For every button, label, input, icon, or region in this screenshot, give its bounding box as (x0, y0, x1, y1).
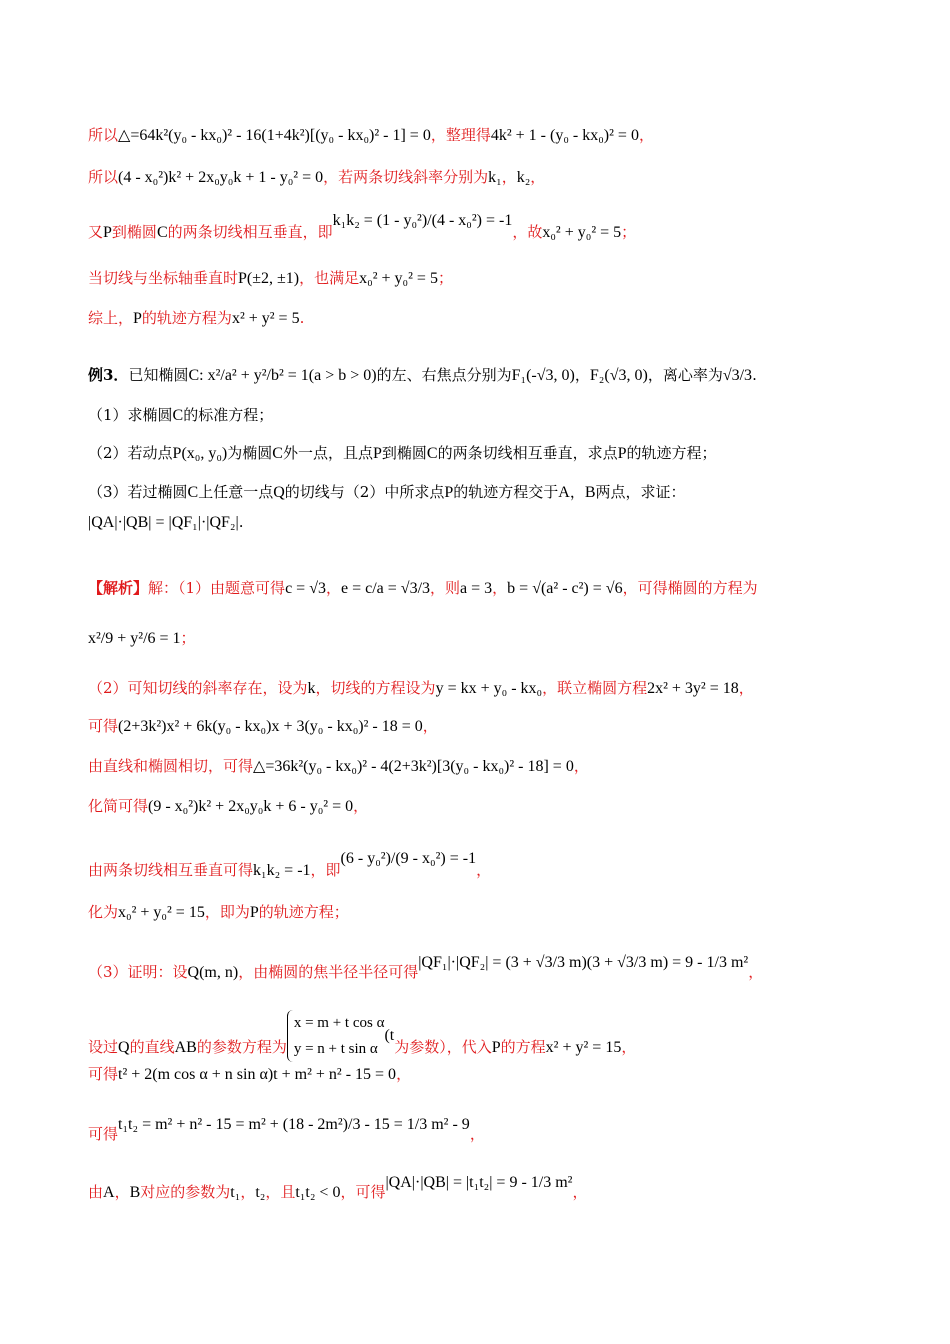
math: |QF₁|·|QF₂| = (3 + √3/3 m)(3 + √3/3 m) = 9 - 1/3 m² (418, 954, 749, 971)
math-eq: x² + y² = 5 (231, 310, 300, 327)
math-eq: (4 - x₀²)k² + 2x₀y₀k + 1 - y₀² = 0 (118, 169, 324, 186)
text: ， (240, 1183, 256, 1201)
text: ， (469, 1125, 485, 1143)
line-3 (88, 212, 637, 243)
math-ecc: √3/3 (722, 367, 753, 384)
text: 的直线 (129, 1038, 175, 1056)
text: 化简可得 (88, 797, 149, 815)
text: 两点，求证： (595, 483, 686, 501)
line-1 (88, 125, 654, 146)
math-c: C (156, 224, 168, 241)
text: ， (422, 717, 438, 735)
text: 可得 (88, 1125, 119, 1143)
text: ，由椭圆的焦半径半径可得 (238, 963, 419, 981)
text: （2）若动点 (88, 444, 173, 462)
text: 已知椭圆 (128, 366, 189, 384)
text: ， (325, 579, 341, 597)
math-q: Q (273, 484, 285, 501)
text: 的参数方程为 (196, 1038, 287, 1056)
text: 的两条切线相互垂直，即 (167, 223, 333, 241)
text: . (752, 366, 757, 384)
math: t₁t₂ < 0 (295, 1184, 341, 1201)
math-eq: 4k² + 1 - (y₀ - kx₀)² = 0 (490, 127, 639, 144)
text: ； (437, 269, 453, 287)
text: ， (573, 757, 589, 775)
math: e = c/a = √3/3 (340, 580, 431, 597)
text: 上任意一点 (198, 483, 274, 501)
line-5 (88, 308, 304, 329)
text: （2）可知切线的斜率存在，设为 (88, 679, 308, 697)
solution-8 (88, 954, 764, 983)
param-x: x = m + t cos α (293, 1015, 385, 1031)
question-2 (88, 443, 717, 464)
math: k (307, 680, 316, 697)
text: （1）求椭圆 (88, 406, 173, 424)
text: 由 (88, 1183, 104, 1201)
text: ， (492, 579, 508, 597)
text: 为参数），代入 (394, 1038, 492, 1056)
text: 到椭圆 (111, 223, 157, 241)
text: 到椭圆 (381, 444, 427, 462)
solution-7 (88, 902, 349, 923)
math: Q (118, 1039, 130, 1056)
text: ， (476, 861, 492, 879)
solution-head: 【解析】 (88, 579, 149, 597)
math: t² + 2(m cos α + n sin α)t + m² + n² - 15 = 0 (118, 1066, 397, 1083)
text: ，也满足 (299, 269, 360, 287)
text: 的轨迹方程； (258, 903, 349, 921)
text: 可得 (88, 1065, 119, 1083)
math: (6 - y₀²)/(9 - x₀²) = -1 (340, 850, 477, 867)
text: ， (638, 126, 654, 144)
math-ellipse: C: x²/a² + y²/b² = 1(a > b > 0) (188, 367, 377, 384)
text: 化为 (88, 903, 119, 921)
text: 综上， (88, 309, 134, 327)
text: 由两条切线相互垂直可得 (88, 861, 254, 879)
text: （3）证明：设 (88, 963, 188, 981)
text: ，则 (430, 579, 461, 597)
math-discriminant: △=64k²(y₀ - kx₀)² - 16(1+4k²)[(y₀ - kx₀)² - 1] = 0 (118, 127, 431, 144)
text: 由直线和椭圆相切，可得 (88, 757, 254, 775)
math: t₁ (230, 1184, 241, 1201)
text: 设过 (88, 1038, 119, 1056)
text: ，可得 (340, 1183, 386, 1201)
text: 的轨迹方程； (626, 444, 717, 462)
math-f1: F₁(-√3, 0) (511, 367, 575, 384)
text: ，即 (310, 861, 341, 879)
text: ； (180, 629, 196, 647)
math-f2: F₂(√3, 0) (589, 367, 648, 384)
param-system (287, 1010, 385, 1062)
text: ，且 (265, 1183, 296, 1201)
text: 的左、右焦点分别为 (376, 366, 512, 384)
text: ， (569, 483, 585, 501)
math-k2: k₂ (516, 169, 531, 186)
text: ； (621, 223, 637, 241)
text: ，联立椭圆方程 (542, 679, 648, 697)
text: ， (748, 963, 764, 981)
math-p: P (103, 224, 112, 241)
math-claim: |QA|·|QB| = |QF₁|·|QF₂| (88, 514, 239, 531)
math: (t (384, 1027, 395, 1044)
text: 的方程 (500, 1038, 546, 1056)
math: (9 - x₀²)k² + 2x₀y₀k + 6 - y₀² = 0 (148, 798, 354, 815)
solution-10 (88, 1064, 411, 1085)
question-1 (88, 405, 273, 426)
math: t₂ (255, 1184, 266, 1201)
text: ， (574, 366, 590, 384)
math-c: C (272, 445, 283, 462)
text: ， (738, 679, 754, 697)
text: 所以 (88, 126, 119, 144)
text: 的轨迹方程为 (141, 309, 232, 327)
text: 当切线与坐标轴垂直时 (88, 269, 239, 287)
solution-2 (88, 678, 754, 699)
math-point: P(±2, ±1) (238, 270, 300, 287)
math: y = kx + y₀ - kx₀ (435, 680, 543, 697)
math: x₀² + y₀² = 15 (118, 904, 205, 921)
text: ， (114, 1183, 130, 1201)
text: ，可得椭圆的方程为 (622, 579, 758, 597)
text: ， (396, 1065, 412, 1083)
math: |QA|·|QB| = |t₁t₂| = 9 - 1/3 m² (385, 1174, 573, 1191)
text: （3）若过椭圆 (88, 483, 188, 501)
math: b = √(a² - c²) = √6 (507, 580, 623, 597)
solution-1 (88, 578, 758, 599)
math-ellipse-eq: x²/9 + y²/6 = 1 (88, 630, 181, 647)
text: 外一点，且点 (282, 444, 373, 462)
text: ，切线的方程设为 (315, 679, 436, 697)
question-3-cont (88, 512, 243, 533)
text: 的切线与（2）中所求点 (284, 483, 445, 501)
text: 对应的参数为 (140, 1183, 231, 1201)
math: P (491, 1039, 501, 1056)
math: a = 3 (460, 580, 493, 597)
math: k₁k₂ = -1 (253, 862, 311, 879)
text: 可得 (88, 717, 119, 735)
text: ， (621, 1038, 637, 1056)
math: B (129, 1184, 141, 1201)
math-p: P(x₀, y₀) (172, 445, 228, 462)
math: P (249, 904, 259, 921)
example-stem (88, 365, 757, 386)
math: AB (174, 1039, 197, 1056)
question-3 (88, 482, 686, 503)
solution-4 (88, 756, 589, 777)
text: ， (353, 797, 369, 815)
math-a: A (558, 484, 570, 501)
line-2 (88, 167, 545, 188)
text: 解：（1）由题意可得 (148, 579, 286, 597)
math: c = √3 (285, 580, 326, 597)
solution-1b (88, 628, 196, 649)
text: ，离心率为 (647, 366, 723, 384)
math-c: C (187, 484, 199, 501)
text: ， (501, 168, 517, 186)
text: 的标准方程； (183, 406, 274, 424)
math-k1: k₁ (488, 169, 502, 186)
text: ，即为 (204, 903, 250, 921)
solution-5 (88, 796, 368, 817)
math-p: P (372, 445, 382, 462)
math-eq: x₀² + y₀² = 5 (359, 270, 438, 287)
math: 2x² + 3y² = 18 (647, 680, 739, 697)
solution-6 (88, 850, 492, 881)
math-eq: x₀² + y₀² = 5 (542, 224, 622, 241)
text: 又 (88, 223, 104, 241)
text: ， (572, 1183, 588, 1201)
example-label: 例3． (88, 366, 129, 384)
math: x² + y² = 15 (545, 1039, 622, 1056)
line-4 (88, 268, 453, 289)
text: ，整理得 (430, 126, 491, 144)
solution-12 (88, 1174, 588, 1203)
math: (2+3k²)x² + 6k(y₀ - kx₀)x + 3(y₀ - kx₀)² - 18 = 0 (118, 718, 423, 735)
math-p: P (617, 445, 627, 462)
math-c: C (172, 407, 184, 424)
math-p: P (133, 310, 142, 327)
math: Q(m, n) (187, 964, 239, 981)
math: A (103, 1184, 115, 1201)
math: △=36k²(y₀ - kx₀)² - 4(2+3k²)[3(y₀ - kx₀)² - 18] = 0 (253, 758, 574, 775)
text: . (299, 309, 305, 327)
math: t₁t₂ = m² + n² - 15 = m² + (18 - 2m²)/3 - 15 = 1/3 m² - 9 (118, 1116, 470, 1133)
text: 所以 (88, 168, 119, 186)
math-b: B (584, 484, 596, 501)
text: . (238, 513, 244, 531)
text: 的轨迹方程交于 (453, 483, 559, 501)
solution-3 (88, 716, 438, 737)
text: ， (530, 168, 546, 186)
math-p: P (444, 484, 454, 501)
text: 的两条切线相互垂直，求点 (437, 444, 618, 462)
text: 为椭圆 (227, 444, 273, 462)
text: ，故 (512, 223, 543, 241)
solution-11 (88, 1116, 485, 1145)
math-c: C (426, 445, 438, 462)
param-y: y = n + t sin α (293, 1041, 378, 1057)
text: ，若两条切线斜率分别为 (323, 168, 489, 186)
math-perp: k₁k₂ = (1 - y₀²)/(4 - x₀²) = -1 (332, 212, 513, 229)
